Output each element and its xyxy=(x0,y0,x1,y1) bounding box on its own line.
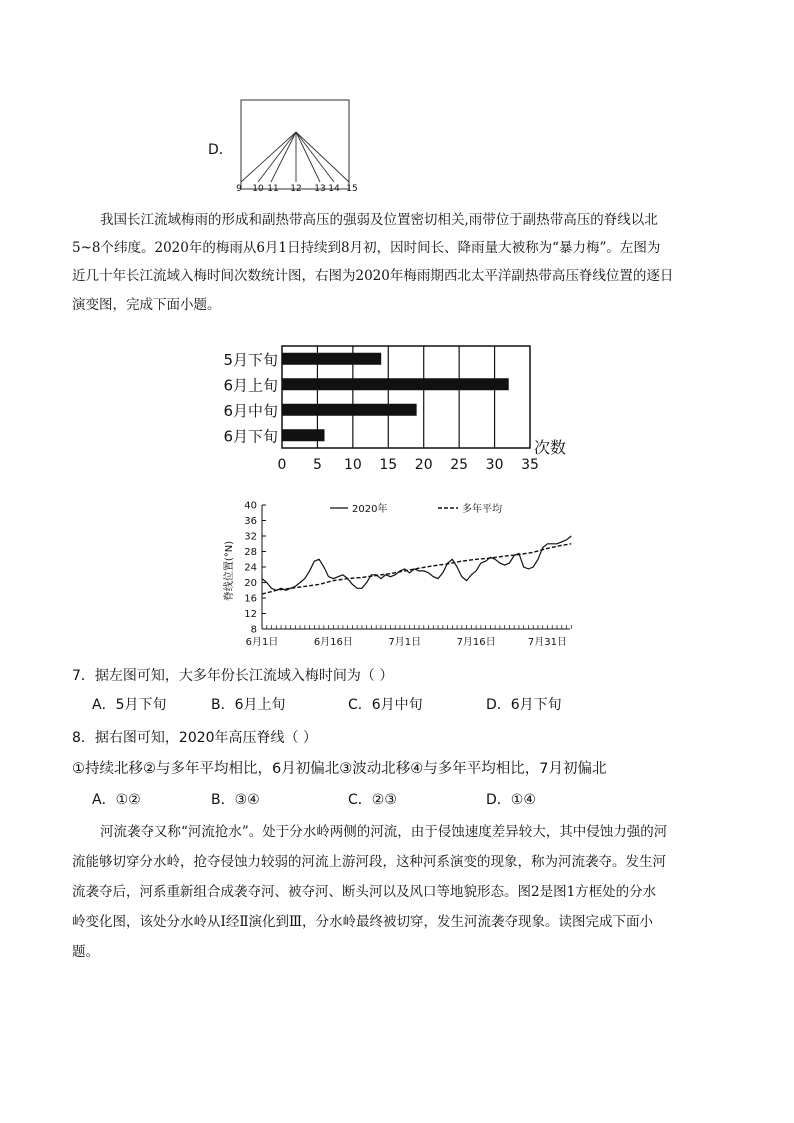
fan-line xyxy=(296,132,334,182)
x-tick-label: 25 xyxy=(450,457,469,473)
question-7-stem: 7．据左图可知，大多年份长江流域入梅时间为（ ） xyxy=(72,668,394,684)
passage-line: 流能够切穿分水岭，抢夺侵蚀力较弱的河流上游河段，这种河系演变的现象，称为河流袭夺。发生河 xyxy=(72,854,666,870)
passage-line: 5~8个纬度。2020年的梅雨从6月1日持续到8月初，因时间长、降雨量大被称为“暴力梅”。左图为 xyxy=(72,240,661,256)
x-tick-label: 35 xyxy=(521,457,539,473)
tick-label: 13 xyxy=(314,184,326,194)
x-tick-label: 0 xyxy=(277,457,287,473)
fan-line xyxy=(296,132,320,182)
tick-label: 12 xyxy=(290,184,302,194)
x-tick-label: 20 xyxy=(414,457,433,473)
passage-line: 岭变化图，该处分水岭从Ⅰ经Ⅱ演化到Ⅲ，分水岭最终被切穿，发生河流袭夺现象。读图完成下面小 xyxy=(72,914,654,930)
x-tick-label: 7月31日 xyxy=(527,637,568,648)
y-tick-label: 16 xyxy=(244,593,257,605)
q8-option-c[interactable]: C．②③ xyxy=(348,792,397,808)
passage-line: 题。 xyxy=(72,944,99,960)
question-8-statements: ①持续北移②与多年平均相比，6月初偏北③波动北移④与多年平均相比，7月初偏北 xyxy=(72,761,607,777)
y-tick-label: 28 xyxy=(244,547,257,558)
x-tick-label: 5 xyxy=(312,457,322,473)
fan-line xyxy=(258,132,296,182)
figure-d-diagram xyxy=(228,96,363,196)
q7-option-d[interactable]: D．6月下旬 xyxy=(486,697,562,713)
category-label: 5月下旬 xyxy=(223,350,278,369)
category-label: 6月中旬 xyxy=(223,401,278,420)
legend-label: 多年平均 xyxy=(462,504,502,515)
y-tick-label: 8 xyxy=(250,624,257,636)
category-label: 6月上旬 xyxy=(223,376,278,395)
category-label: 6月下旬 xyxy=(223,427,278,446)
y-tick-label: 12 xyxy=(244,609,257,620)
x-tick-label: 7月1日 xyxy=(388,637,422,648)
x-tick-label: 7月16日 xyxy=(456,637,496,648)
y-tick-label: 32 xyxy=(244,531,257,543)
tick-label: 11 xyxy=(267,184,279,194)
series-line-2020 xyxy=(262,536,571,590)
tick-label: 10 xyxy=(252,184,264,194)
q8-option-b[interactable]: B．③④ xyxy=(211,792,260,808)
x-tick-label: 6月1日 xyxy=(245,637,279,648)
passage-line: 河流袭夺又称“河流抢水”。处于分水岭两侧的河流，由于侵蚀速度差异较大，其中侵蚀力强的河 xyxy=(100,824,668,840)
bar xyxy=(282,429,325,441)
tick-label: 14 xyxy=(328,184,340,194)
passage-line: 我国长江流域梅雨的形成和副热带高压的强弱及位置密切相关,雨带位于副热带高压的脊线以北 xyxy=(100,212,658,228)
bar xyxy=(282,378,509,390)
x-axis-label: 次数 xyxy=(534,438,567,457)
x-tick-label: 15 xyxy=(379,457,398,473)
fan-line xyxy=(241,132,296,182)
x-tick-label: 10 xyxy=(343,457,362,473)
bar xyxy=(282,353,381,365)
fan-line xyxy=(271,132,296,182)
y-tick-label: 36 xyxy=(244,516,257,527)
y-axis-label: 脊线位置(°N) xyxy=(224,540,235,602)
q7-option-c[interactable]: C．6月中旬 xyxy=(348,697,423,713)
y-tick-label: 20 xyxy=(244,578,257,589)
q8-option-a[interactable]: A．①② xyxy=(92,792,141,808)
option-d-label: D． xyxy=(208,142,233,158)
q7-option-a[interactable]: A．5月下旬 xyxy=(92,697,167,713)
passage-line: 演变图，完成下面小题。 xyxy=(72,297,221,313)
x-tick-label: 30 xyxy=(485,457,504,473)
y-tick-label: 24 xyxy=(244,562,257,574)
tick-label: 15 xyxy=(346,184,358,194)
y-tick-label: 40 xyxy=(244,500,257,512)
bar-chart xyxy=(215,338,585,473)
tick-label: 9 xyxy=(236,184,242,194)
q7-option-b[interactable]: B．6月上旬 xyxy=(211,697,286,713)
passage-line: 流袭夺后，河系重新组合成袭夺河、被夺河、断头河以及风口等地貌形态。图2是图1方框处的分水 xyxy=(72,884,657,900)
line-chart xyxy=(220,495,580,655)
series-line-average xyxy=(262,544,571,594)
fan-line xyxy=(296,132,349,182)
bar xyxy=(282,404,417,416)
passage-line: 近几十年长江流域入梅时间次数统计图，右图为2020年梅雨期西北太平洋副热带高压脊线位置的逐日 xyxy=(72,268,674,284)
q8-option-d[interactable]: D．①④ xyxy=(486,792,536,808)
question-8-stem: 8．据右图可知，2020年高压脊线（ ） xyxy=(72,730,317,746)
legend-label: 2020年 xyxy=(352,504,388,515)
x-tick-label: 6月16日 xyxy=(313,637,353,648)
